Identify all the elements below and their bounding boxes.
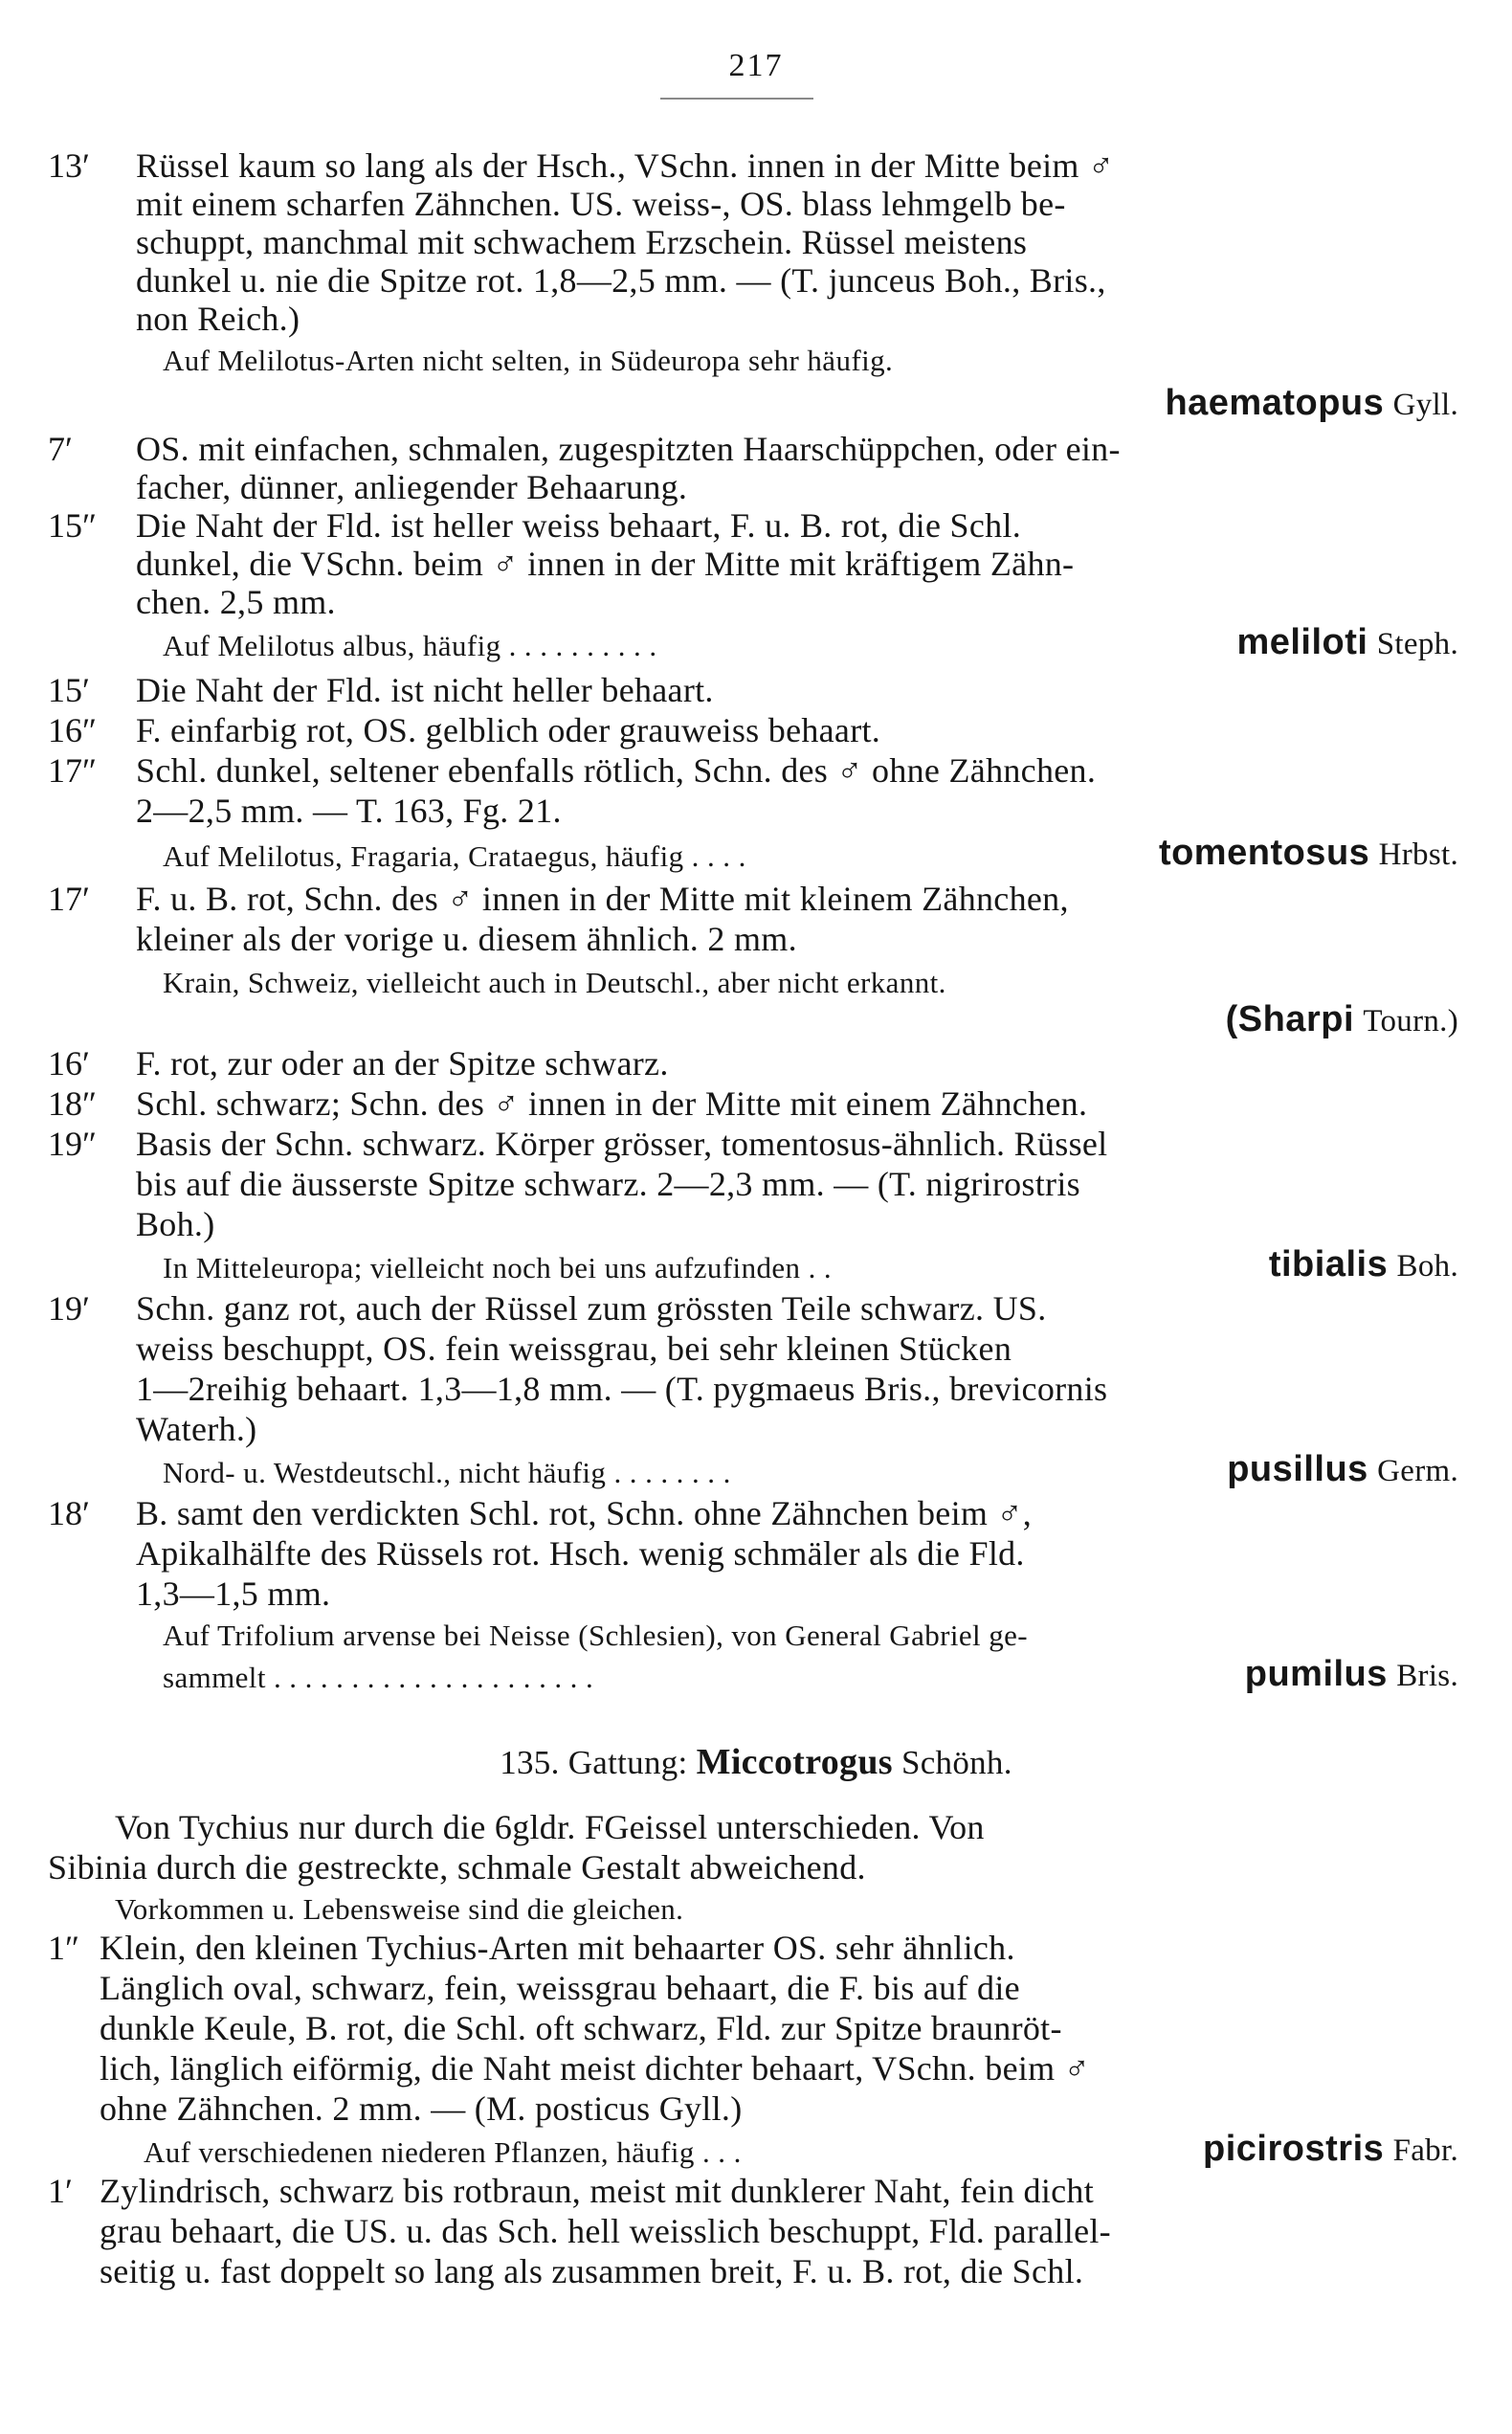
text-line: bis auf die äusserste Spitze schwarz. 2—2,3 mm. — (T. nigrirostris (136, 1165, 1080, 1203)
text-line: grau behaart, die US. u. das Sch. hell weisslich beschuppt, Fld. parallel- (100, 2212, 1111, 2250)
text-line: F. u. B. rot, Schn. des ♂ innen in der Mitte mit kleinem Zähnchen, (136, 880, 1069, 918)
text-line: mit einem scharfen Zähnchen. US. weiss-, OS. blass lehmgelb be- (136, 185, 1066, 223)
species-name-line (1159, 833, 1458, 875)
species-name-line (1226, 999, 1458, 1041)
text-line: 1—2reihig behaart. 1,3—1,8 mm. — (T. pygmaeus Bris., brevicornis (136, 1370, 1108, 1408)
text-line: Waterh.) (136, 1410, 257, 1448)
text-line: kleiner als der vorige u. diesem ähnlich. 2 mm. (136, 920, 797, 958)
text-line: Basis der Schn. schwarz. Körper grösser, tomentosus-ähnlich. Rüssel (136, 1125, 1108, 1163)
species-author: Germ. (1377, 1454, 1458, 1488)
couplet-number: 19″ (48, 1125, 97, 1163)
species-name: pusillus (1227, 1449, 1368, 1489)
text-line: Die Naht der Fld. ist nicht heller behaart. (136, 671, 714, 709)
page-number: 217 (728, 48, 784, 83)
genus-heading (0, 1742, 1512, 1783)
text-line: facher, dünner, anliegender Behaarung. (136, 468, 688, 506)
text-line: Schl. dunkel, seltener ebenfalls rötlich, Schn. des ♂ ohne Zähnchen. (136, 751, 1097, 790)
text-line: schuppt, manchmal mit schwachem Erzschein. Rüssel meistens (136, 223, 1028, 261)
species-author: Steph. (1376, 627, 1458, 661)
text-line: ohne Zähnchen. 2 mm. — (M. posticus Gyll.) (100, 2089, 743, 2128)
habitat-line: Auf Trifolium arvense bei Neisse (Schlesien), von General Gabriel ge- (163, 1619, 1028, 1652)
text-line: Die Naht der Fld. ist heller weiss behaart, F. u. B. rot, die Schl. (136, 506, 1022, 545)
genus-author: Schönh. (901, 1744, 1012, 1781)
habitat-line: In Mitteleuropa; vielleicht noch bei uns aufzufinden . . (163, 1251, 833, 1284)
genus-heading-prefix: 135. Gattung: (500, 1744, 688, 1781)
text-line: F. rot, zur oder an der Spitze schwarz. (136, 1044, 669, 1083)
intro-line: Sibinia durch die gestreckte, schmale Gestalt abweichend. (48, 1848, 866, 1887)
intro-line: Von Tychius nur durch die 6gldr. FGeissel unterschieden. Von (115, 1808, 985, 1846)
text-line: seitig u. fast doppelt so lang als zusammen breit, F. u. B. rot, die Schl. (100, 2252, 1084, 2290)
species-name: (Sharpi (1225, 999, 1354, 1039)
text-line: Zylindrisch, schwarz bis rotbraun, meist mit dunklerer Naht, fein dicht (100, 2172, 1095, 2210)
species-author: Gyll. (1392, 388, 1458, 422)
couplet-number: 16′ (48, 1044, 90, 1083)
text-line: lich, länglich eiförmig, die Naht meist dichter behaart, VSchn. beim ♂ (100, 2049, 1091, 2088)
species-name-line (1269, 1244, 1458, 1286)
text-line: F. einfarbig rot, OS. gelblich oder grauweiss behaart. (136, 711, 881, 749)
text-line: dunkle Keule, B. rot, die Schl. oft schwarz, Fld. zur Spitze braunröt- (100, 2009, 1062, 2047)
habitat-line: Auf verschiedenen niederen Pflanzen, häufig . . . (144, 2135, 742, 2169)
text-line: 1,3—1,5 mm. (136, 1574, 331, 1613)
habitat-line: Auf Melilotus albus, häufig . . . . . . . . . . (163, 629, 657, 662)
species-author: Hrbst. (1378, 837, 1458, 872)
couplet-number: 1′ (48, 2172, 73, 2210)
text-line: OS. mit einfachen, schmalen, zugespitzten Haarschüppchen, oder ein- (136, 430, 1121, 468)
couplet-number: 17′ (48, 880, 90, 918)
habitat-line: sammelt . . . . . . . . . . . . . . . . . . . . . (163, 1661, 594, 1694)
text-line: weiss beschuppt, OS. fein weissgrau, bei sehr kleinen Stücken (136, 1329, 1012, 1368)
habitat-line: Auf Melilotus, Fragaria, Crataegus, häufig . . . . (163, 839, 746, 873)
couplet-number: 15″ (48, 506, 97, 545)
species-name: haematopus (1165, 383, 1385, 423)
species-name: tomentosus (1158, 833, 1370, 873)
couplet-number: 16″ (48, 711, 97, 749)
text-line: Schn. ganz rot, auch der Rüssel zum grössten Teile schwarz. US. (136, 1289, 1047, 1328)
species-author: Tourn.) (1363, 1004, 1458, 1038)
species-name-line (1203, 2129, 1458, 2171)
couplet-number: 18″ (48, 1084, 97, 1123)
species-author: Bris. (1396, 1659, 1458, 1693)
species-name: picirostris (1203, 2129, 1385, 2169)
habitat-line: Nord- u. Westdeutschl., nicht häufig . . . . . . . . (163, 1456, 731, 1489)
habitat-line: Krain, Schweiz, vielleicht auch in Deutschl., aber nicht erkannt. (163, 966, 946, 999)
couplet-number: 19′ (48, 1289, 90, 1328)
text-line: 2—2,5 mm. — T. 163, Fg. 21. (136, 792, 562, 830)
text-line: Länglich oval, schwarz, fein, weissgrau behaart, die F. bis auf die (100, 1969, 1020, 2007)
text-line: dunkel, die VSchn. beim ♂ innen in der Mitte mit kräftigem Zähn- (136, 545, 1075, 583)
text-line: B. samt den verdickten Schl. rot, Schn. ohne Zähnchen beim ♂, (136, 1494, 1033, 1532)
text-line: Schl. schwarz; Schn. des ♂ innen in der Mitte mit einem Zähnchen. (136, 1084, 1088, 1123)
species-author: Boh. (1396, 1249, 1458, 1284)
species-name-line (1165, 383, 1458, 425)
text-line: chen. 2,5 mm. (136, 583, 336, 621)
text-line: Klein, den kleinen Tychius-Arten mit behaarter OS. sehr ähnlich. (100, 1929, 1015, 1967)
text-line: Apikalhälfte des Rüssels rot. Hsch. wenig schmäler als die Fld. (136, 1534, 1025, 1573)
genus-name: Miccotrogus (696, 1742, 893, 1782)
species-name: pumilus (1244, 1654, 1388, 1694)
species-author: Fabr. (1392, 2133, 1458, 2168)
page-number-rule (660, 98, 813, 100)
intro-line: Vorkommen u. Lebensweise sind die gleichen. (115, 1892, 684, 1926)
couplet-number: 17″ (48, 751, 97, 790)
couplet-number: 15′ (48, 671, 90, 709)
couplet-number: 13′ (48, 146, 90, 185)
species-name: meliloti (1236, 622, 1368, 662)
text-line: Rüssel kaum so lang als der Hsch., VSchn. innen in der Mitte beim ♂ (136, 146, 1115, 185)
text-line: non Reich.) (136, 300, 300, 338)
couplet-number: 18′ (48, 1494, 90, 1532)
text-line: Boh.) (136, 1205, 215, 1243)
couplet-number: 7′ (48, 430, 73, 468)
habitat-line: Auf Melilotus-Arten nicht selten, in Südeuropa sehr häufig. (163, 344, 894, 377)
species-name-line (1245, 1654, 1458, 1696)
couplet-number: 1″ (48, 1929, 79, 1967)
species-name: tibialis (1268, 1244, 1389, 1284)
species-name-line (1227, 1449, 1458, 1491)
species-name-line (1236, 622, 1458, 664)
text-line: dunkel u. nie die Spitze rot. 1,8—2,5 mm. — (T. junceus Boh., Bris., (136, 261, 1106, 300)
